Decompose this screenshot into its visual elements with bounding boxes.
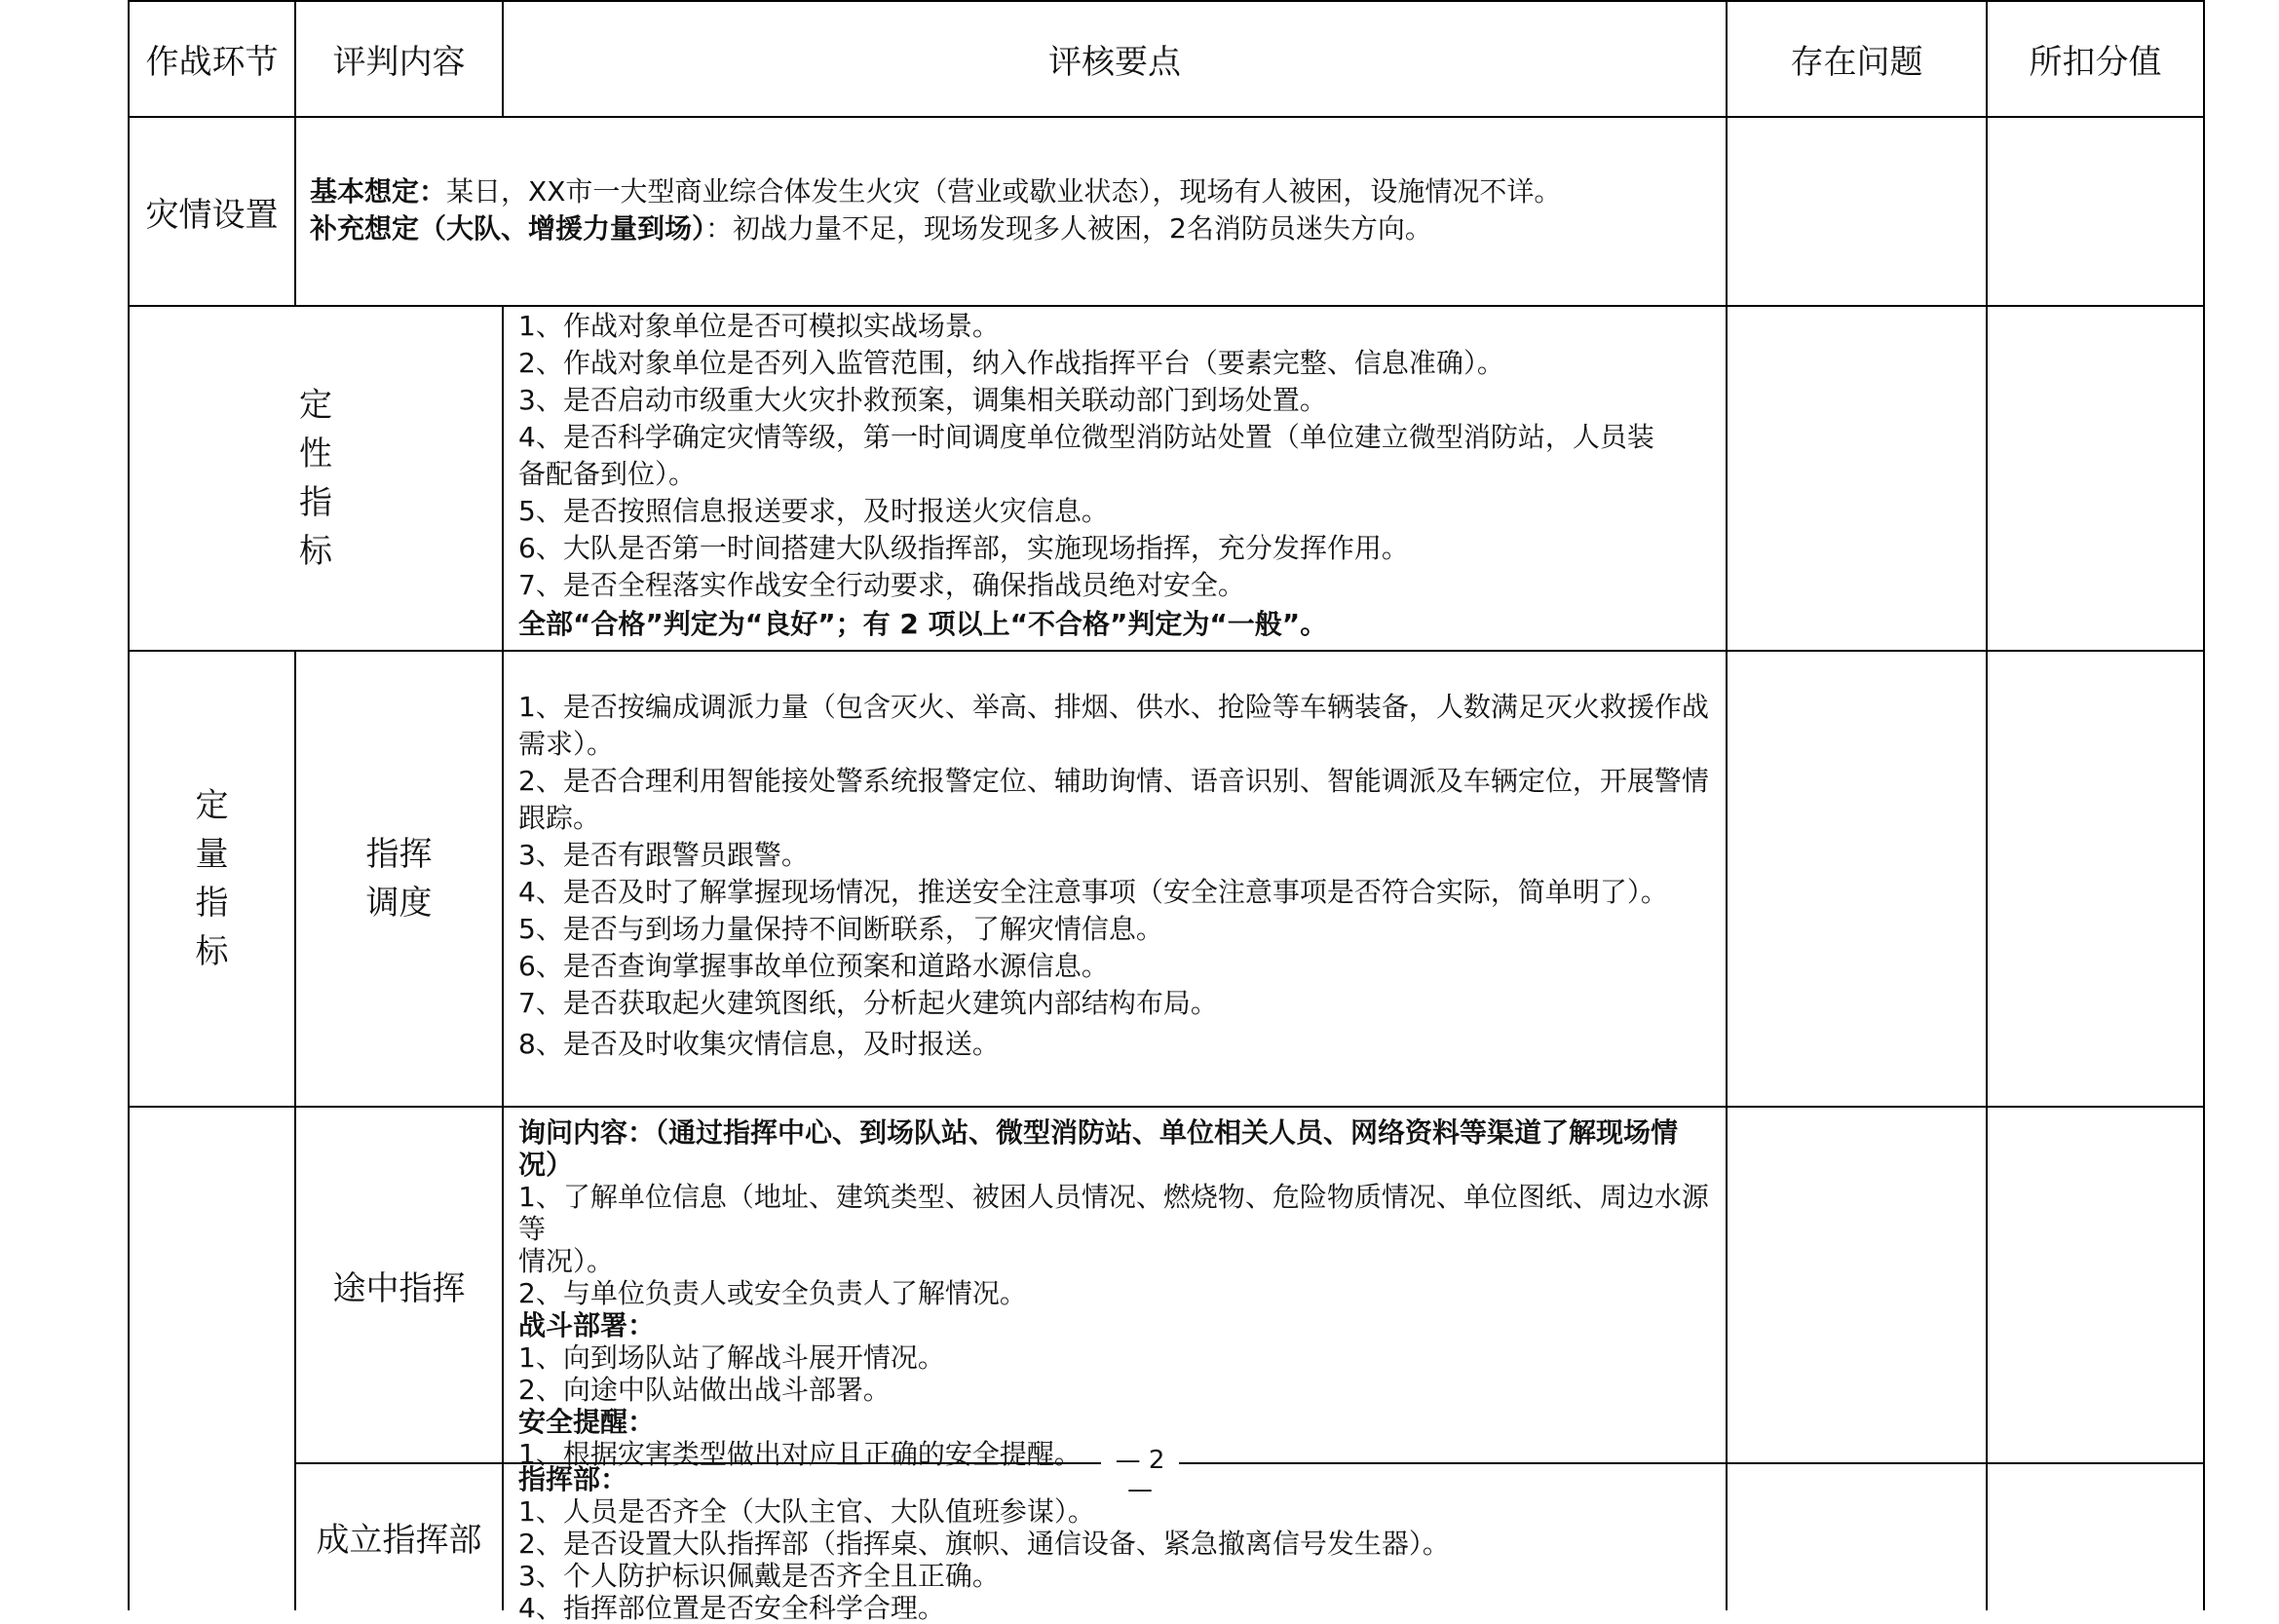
dispatch-label-line: 指挥: [365, 835, 433, 874]
header-col-stage: 作战环节: [145, 42, 279, 82]
qualitative-label-char: 性: [299, 434, 332, 473]
page-number: — 2 —: [1101, 1446, 1179, 1479]
inquiry-title: 询问内容：（通过指挥中心、到场队站、微型消防站、单位相关人员、网络资料等渠道了解现场情: [518, 1116, 1679, 1149]
dispatch-items: [518, 689, 1719, 1063]
command-post-title: 指挥部：: [518, 1463, 628, 1495]
list-item: 2、是否合理利用智能接处警系统报警定位、辅助询情、语音识别、智能调派及车辆定位，开展警情: [518, 765, 1709, 797]
quantitative-label-char: 指: [195, 884, 229, 923]
list-item: 1、作战对象单位是否可模拟实战场景。: [518, 310, 1000, 342]
qualitative-label-char: 标: [299, 532, 332, 571]
basic-assumption-label: 基本想定：: [310, 175, 447, 208]
qualitative-items: [518, 308, 1719, 643]
dispatch-label: [295, 651, 503, 1107]
quantitative-label-char: 定: [195, 786, 229, 825]
safety-title: 安全提醒：: [518, 1406, 656, 1438]
list-item: 5、是否按照信息报送要求，及时报送火灾信息。: [518, 495, 1109, 527]
qualitative-label: [129, 306, 503, 651]
list-item: 6、是否查询掌握事故单位预案和道路水源信息。: [518, 950, 1109, 982]
quantitative-label-char: 标: [195, 932, 229, 971]
quantitative-label: [129, 651, 295, 1107]
list-item: 6、大队是否第一时间搭建大队级指挥部，实施现场指挥，充分发挥作用。: [518, 532, 1409, 564]
list-item: 情况）。: [518, 1245, 615, 1277]
header-col-points: 评核要点: [1048, 42, 1181, 82]
supplement-assumption-text: ：初战力量不足，现场发现多人被困，2名消防员迷失方向。: [705, 212, 1432, 245]
disaster-supplement-line: [310, 210, 2161, 247]
list-item: 1、向到场队站了解战斗展开情况。: [518, 1341, 945, 1374]
list-item: 3、是否有跟警员跟警。: [518, 839, 809, 871]
list-item: 2、是否设置大队指挥部（指挥桌、旗帜、通信设备、紧急撤离信号发生器）。: [518, 1528, 1450, 1560]
list-item: 1、了解单位信息（地址、建筑类型、被困人员情况、燃烧物、危险物质情况、单位图纸、周边水源等: [518, 1181, 1709, 1245]
list-item: 1、根据灾害类型做出对应且正确的安全提醒。: [518, 1438, 1082, 1470]
list-item: 4、是否科学确定灾情等级，第一时间调度单位微型消防站处置（单位建立微型消防站，人员装: [518, 421, 1654, 453]
qualitative-label-char: 指: [299, 483, 332, 522]
basic-assumption-text: 某日，XX市一大型商业综合体发生火灾（营业或歇业状态），现场有人被困，设施情况不详。: [446, 175, 1562, 208]
list-item: 8、是否及时收集灾情信息，及时报送。: [518, 1028, 1000, 1060]
inquiry-title-cont: 况）: [518, 1149, 574, 1181]
list-item: 5、是否与到场力量保持不间断联系，了解灾情信息。: [518, 913, 1163, 945]
command-post-items: [518, 1463, 1719, 1624]
list-item: 7、是否获取起火建筑图纸，分析起火建筑内部结构布局。: [518, 987, 1218, 1019]
list-item: 2、向途中队站做出战斗部署。: [518, 1374, 891, 1406]
list-item: 4、是否及时了解掌握现场情况，推送安全注意事项（安全注意事项是否符合实际，简单明了）。: [518, 876, 1668, 908]
list-item: 2、作战对象单位是否列入监管范围，纳入作战指挥平台（要素完整、信息准确）。: [518, 347, 1504, 379]
qualitative-label-char: 定: [299, 386, 332, 425]
list-item: 2、与单位负责人或安全负责人了解情况。: [518, 1277, 1027, 1309]
enroute-label: 途中指挥: [332, 1268, 466, 1308]
dispatch-label-line: 调度: [365, 884, 433, 923]
list-item: 7、是否全程落实作战安全行动要求，确保指战员绝对安全。: [518, 569, 1245, 601]
list-item: 需求）。: [518, 728, 615, 760]
header-col-issues: 存在问题: [1790, 42, 1923, 82]
qualitative-summary: 全部“合格”判定为“良好”；有 2 项以上“不合格”判定为“一般”。: [518, 608, 1328, 640]
quantitative-label-char: 量: [195, 835, 229, 874]
disaster-label: 灾情设置: [145, 195, 279, 235]
list-item: 1、人员是否齐全（大队主官、大队值班参谋）。: [518, 1495, 1095, 1528]
disaster-description: [310, 173, 2161, 247]
header-col-content: 评判内容: [332, 42, 466, 82]
list-item: 备配备到位）。: [518, 458, 697, 490]
list-item: 1、是否按编成调派力量（包含灭火、举高、排烟、供水、抢险等车辆装备，人数满足灭火救援作战: [518, 691, 1709, 723]
command-post-label: 成立指挥部: [316, 1521, 482, 1560]
list-item: 3、个人防护标识佩戴是否齐全且正确。: [518, 1560, 1000, 1592]
disaster-basic-line: [310, 173, 2161, 210]
enroute-items: [518, 1116, 1719, 1470]
deploy-title: 战斗部署：: [518, 1309, 656, 1341]
list-item: 3、是否启动市级重大火灾扑救预案，调集相关联动部门到场处置。: [518, 384, 1327, 416]
supplement-assumption-label: 补充想定（大队、增援力量到场）: [310, 212, 706, 245]
list-item: 4、指挥部位置是否安全科学合理。: [518, 1592, 945, 1624]
header-col-deduction: 所扣分值: [2029, 42, 2162, 82]
list-item: 跟踪。: [518, 802, 601, 834]
